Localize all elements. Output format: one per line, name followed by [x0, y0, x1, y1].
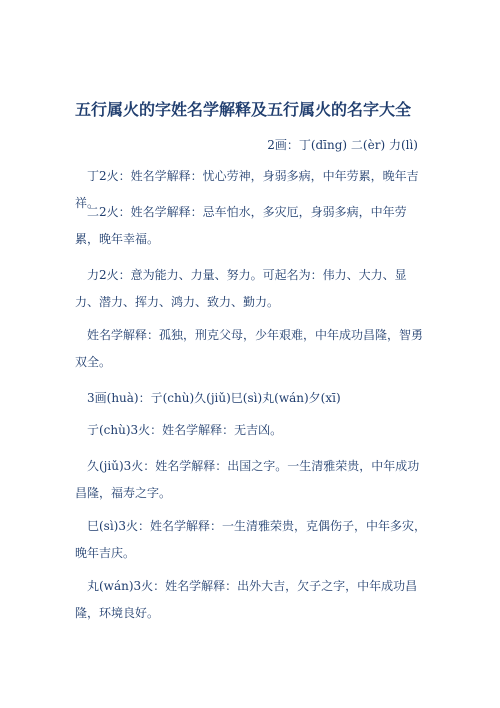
paragraph-er: 二2火：姓名学解释：忌车怕水，多灾厄，身弱多病，中年劳累，晚年幸福。 — [75, 205, 407, 246]
paragraph-li-explanation: 姓名学解释：孤独，刑克父母，少年艰难，中年成功昌隆，智勇双全。 — [75, 328, 424, 369]
paragraph-li: 力2火：意为能力、力量、努力。可起名为：伟力、大力、显力、潜力、挥力、鸿力、致力、勤力。 — [75, 268, 407, 309]
paragraph-jiu: 久(jiǔ)3火：姓名学解释：出国之字。一生清雅荣贵，中年成功昌隆，福寿之字。 — [75, 459, 420, 500]
paragraph-ding: 丁2火：姓名学解释：忧心劳神，身弱多病，中年劳累，晚年吉祥。 — [75, 169, 419, 210]
paragraph-wan: 丸(wán)3火：姓名学解释：出外大吉，欠子之字，中年成功昌隆，环境良好。 — [75, 579, 418, 620]
paragraph-si: 巳(sì)3火：姓名学解释：一生清雅荣贵，克偶伤子，中年多灾，晚年吉庆。 — [75, 519, 426, 560]
stroke-2-heading: 2画：丁(dīng) 二(èr) 力(lì) — [267, 138, 418, 152]
paragraph-chu: 亍(chù)3火：姓名学解释：无吉凶。 — [87, 423, 283, 437]
page-title: 五行属火的字姓名学解释及五行属火的名字大全 — [75, 100, 412, 119]
stroke-3-heading: 3画(huà)：亍(chù)久(jiǔ)巳(sì)丸(wán)夕(xī) — [87, 391, 341, 405]
